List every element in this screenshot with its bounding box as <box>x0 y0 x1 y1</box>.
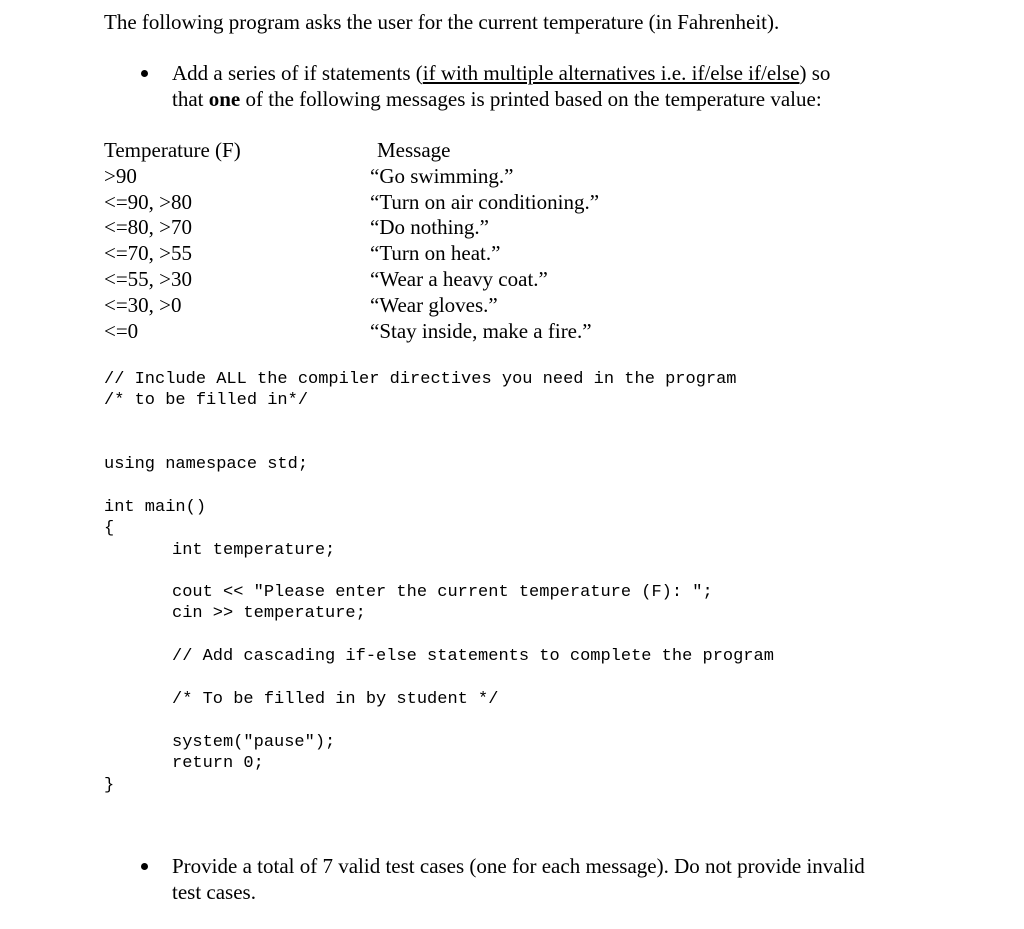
bullet1-line2 <box>172 86 822 112</box>
code-system: system("pause"); <box>172 733 336 752</box>
code-cout: cout << "Please enter the current temperature (F): "; <box>172 583 713 602</box>
table-row-temp: <=30, >0 <box>104 293 182 317</box>
bullet1-line2-before: that <box>172 87 209 111</box>
code-comment-fill: /* to be filled in*/ <box>104 391 309 410</box>
table-row-msg: “Do nothing.” <box>370 215 489 239</box>
table-row-msg: “Stay inside, make a fire.” <box>370 319 592 343</box>
table-row-temp: <=90, >80 <box>104 190 193 214</box>
table-row-msg: “Go swimming.” <box>370 164 514 188</box>
table-row-temp: <=0 <box>104 319 139 343</box>
bullet2-line2: test cases. <box>172 880 256 904</box>
bullet1-prefix: Add a series of if statements ( <box>172 61 423 85</box>
table-row-temp: <=55, >30 <box>104 267 193 291</box>
bullet1-line1 <box>172 60 830 86</box>
code-comment-directives: // Include ALL the compiler directives you need in the program <box>104 370 737 389</box>
bullet1-suffix: ) so <box>799 61 831 85</box>
bullet1-line2-after: of the following messages is printed based on the temperature value: <box>240 87 822 111</box>
bullet1-underlined: if with multiple alternatives i.e. if/else if/else <box>422 61 800 85</box>
table-row-msg: “Wear a heavy coat.” <box>370 267 548 291</box>
table-header-message: Message <box>377 138 451 162</box>
code-comment-cascading: // Add cascading if-else statements to complete the program <box>172 647 774 666</box>
bullet-point <box>141 70 148 77</box>
table-row-temp: >90 <box>104 164 137 188</box>
code-comment-student: /* To be filled in by student */ <box>172 690 499 709</box>
intro-text: The following program asks the user for the current temperature (in Fahrenheit). <box>104 10 780 34</box>
table-row-msg: “Turn on heat.” <box>370 241 501 265</box>
table-header-temperature: Temperature (F) <box>104 138 241 162</box>
bullet1-bold: one <box>208 87 241 111</box>
bullet-point <box>141 863 148 870</box>
table-row-temp: <=80, >70 <box>104 215 193 239</box>
code-main: int main() <box>104 498 207 517</box>
table-row-msg: “Turn on air conditioning.” <box>370 190 600 214</box>
code-return: return 0; <box>172 754 264 773</box>
code-declaration: int temperature; <box>172 541 336 560</box>
code-using: using namespace std; <box>104 455 309 474</box>
table-row-msg: “Wear gloves.” <box>370 293 498 317</box>
bullet2-line1: Provide a total of 7 valid test cases (one for each message). Do not provide invalid <box>172 854 865 878</box>
code-cin: cin >> temperature; <box>172 604 366 623</box>
code-open-brace: { <box>104 519 115 538</box>
table-row-temp: <=70, >55 <box>104 241 193 265</box>
code-close-brace: } <box>104 776 115 795</box>
